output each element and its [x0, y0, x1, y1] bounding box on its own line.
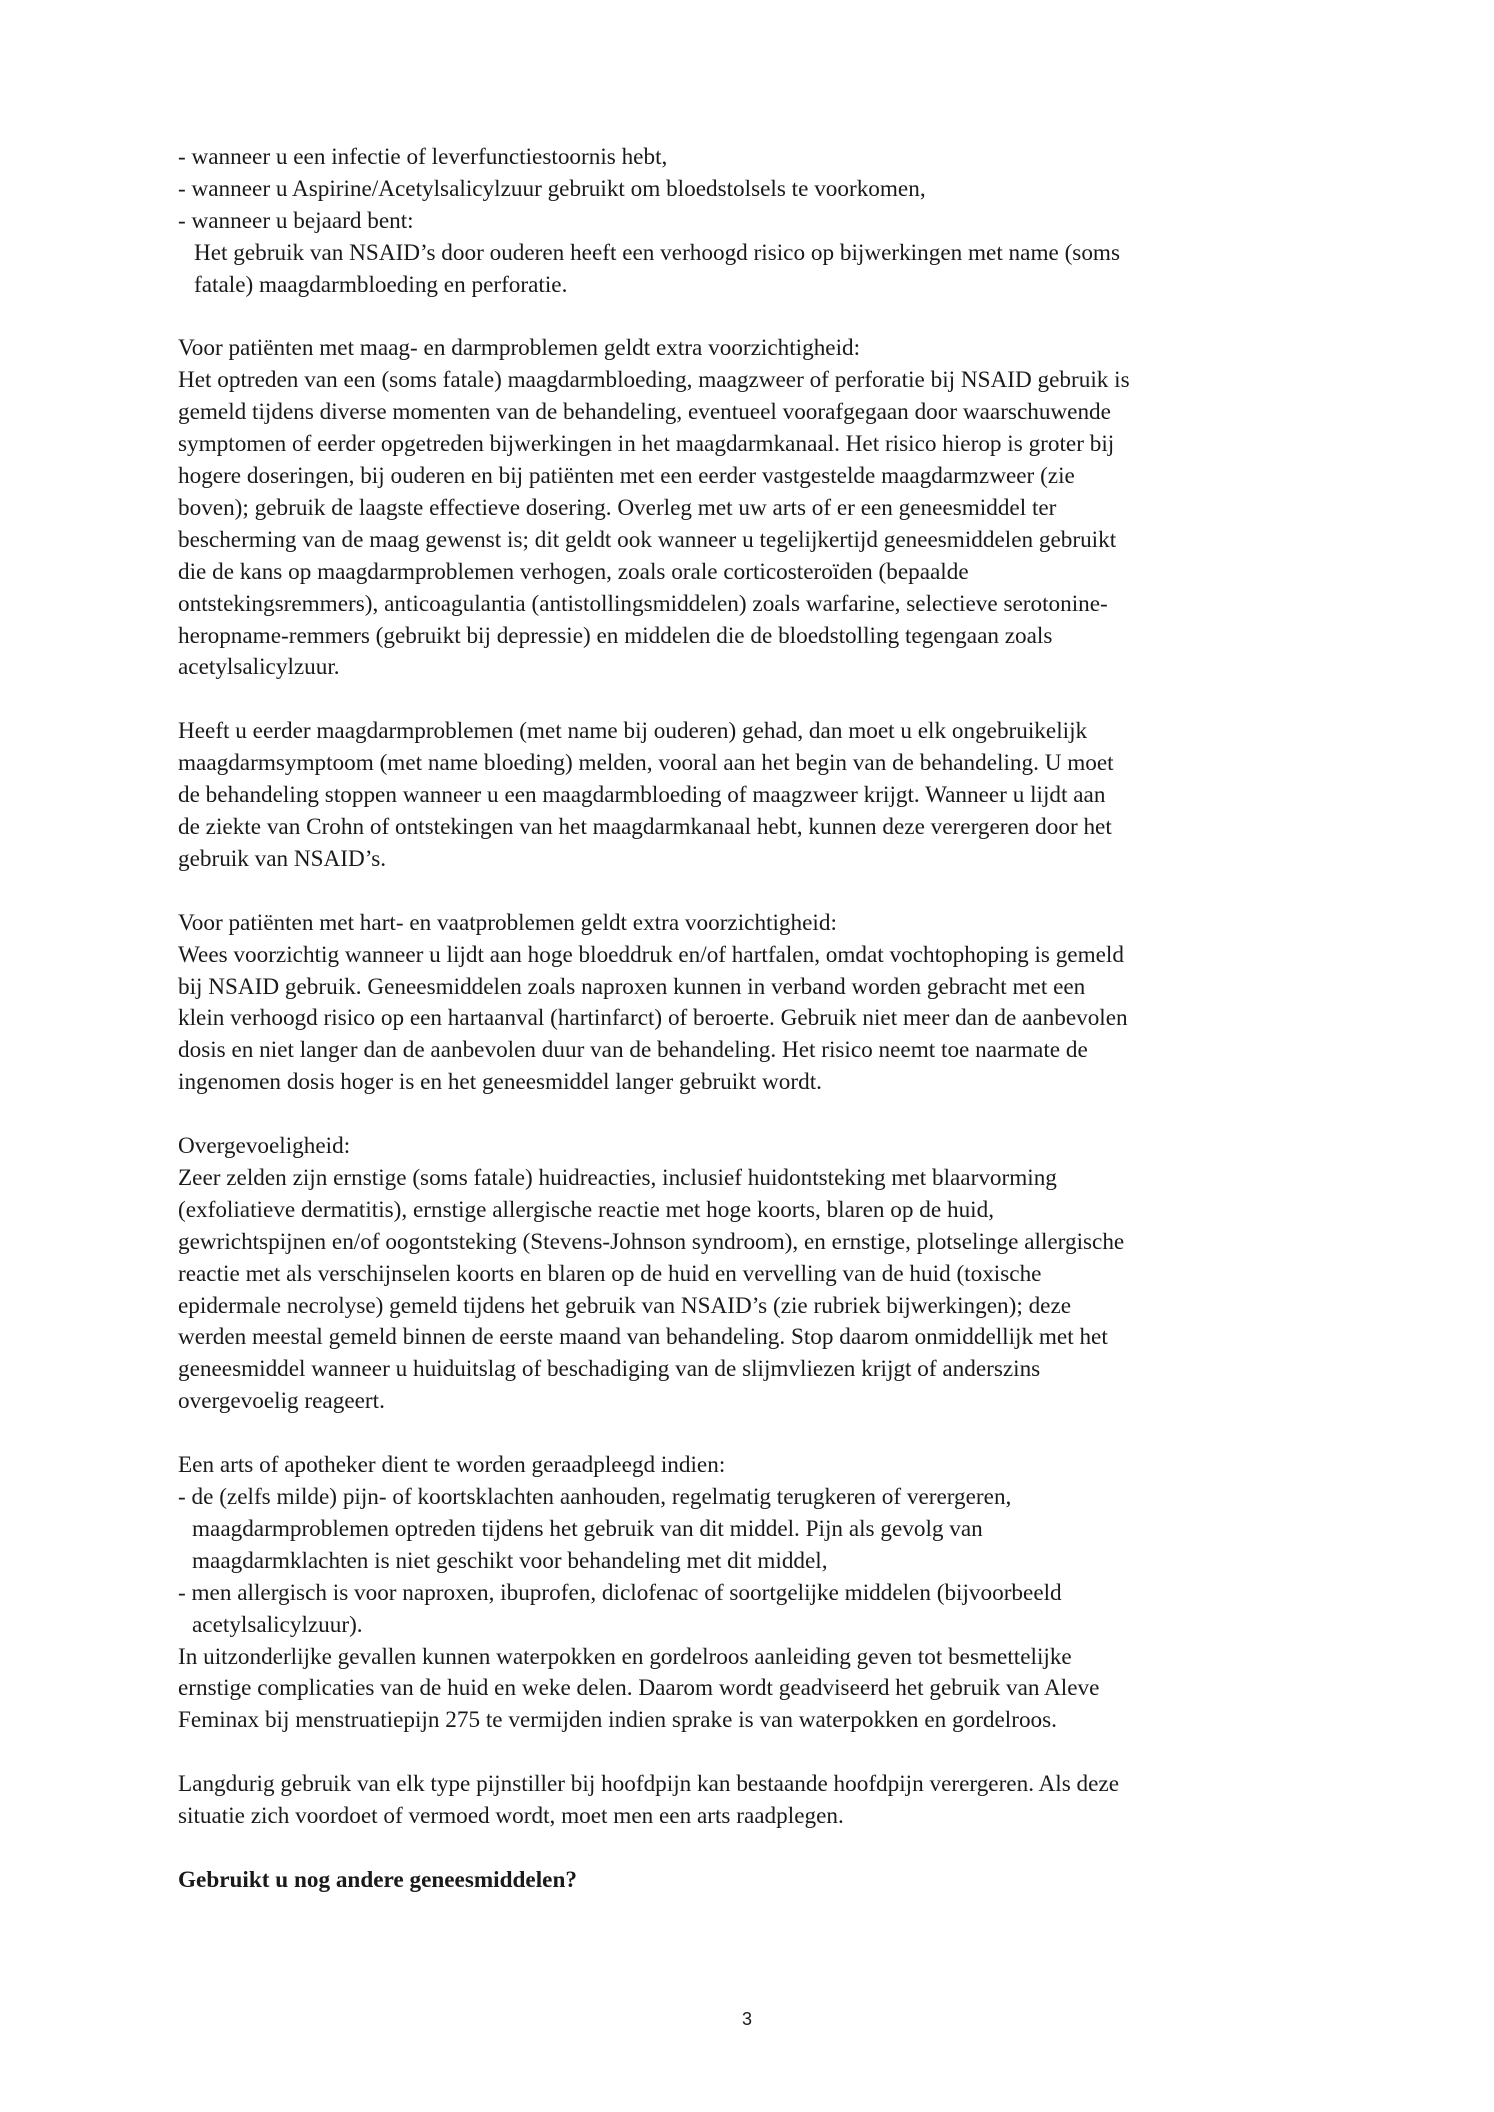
paragraph-line: bij NSAID gebruik. Geneesmiddelen zoals naproxen kunnen in verband worden gebracht met een [178, 973, 1086, 1000]
paragraph-line: In uitzonderlijke gevallen kunnen waterpokken en gordelroos aanleiding geven tot besmettelijke [178, 1643, 1072, 1670]
paragraph-line: situatie zich voordoet of vermoed wordt, moet men een arts raadplegen. [178, 1803, 844, 1830]
section-heading: Voor patiënten met hart- en vaatproblemen geldt extra voorzichtigheid: [178, 909, 837, 936]
paragraph-line: ingenomen dosis hoger is en het geneesmiddel langer gebruikt wordt. [178, 1069, 822, 1096]
list-item: - wanneer u een infectie of leverfunctiestoornis hebt, [178, 144, 668, 170]
list-item: - wanneer u bejaard bent: [178, 207, 414, 234]
paragraph-line: klein verhoogd risico op een hartaanval (hartinfarct) of beroerte. Gebruik niet meer dan de aanbevolen [178, 1005, 1128, 1032]
paragraph-line: boven); gebruik de laagste effectieve dosering. Overleg met uw arts of er een geneesmiddel ter [178, 494, 1057, 521]
paragraph-line: Langdurig gebruik van elk type pijnstiller bij hoofdpijn kan bestaande hoofdpijn verergeren. Als deze [178, 1771, 1119, 1798]
list-item-continuation: maagdarmklachten is niet geschikt voor behandeling met dit middel, [192, 1547, 828, 1574]
consult-section [178, 1450, 1338, 1737]
paragraph-line: gewrichtspijnen en/of oogontsteking (Stevens-Johnson syndroom), en ernstige, plotselinge allergische [178, 1228, 1125, 1255]
paragraph-line: (exfoliatieve dermatitis), ernstige allergische reactie met hoge koorts, blaren op de huid, [178, 1196, 994, 1223]
paragraph-line: acetylsalicylzuur. [178, 654, 340, 681]
paragraph-line: overgevoelig reageert. [178, 1388, 385, 1415]
paragraph-line: ernstige complicaties van de huid en weke delen. Daarom wordt geadviseerd het gebruik van Aleve [178, 1675, 1100, 1702]
list-item-continuation: acetylsalicylzuur). [192, 1611, 363, 1638]
paragraph-line: gebruik van NSAID’s. [178, 845, 387, 872]
paragraph-line: geneesmiddel wanneer u huiduitslag of beschadiging van de slijmvliezen krijgt of anderszins [178, 1356, 1041, 1383]
list-item: - men allergisch is voor naproxen, ibuprofen, diclofenac of soortgelijke middelen (bijvoorbeeld [178, 1579, 1062, 1606]
paragraph-line: ontstekingsremmers), anticoagulantia (antistollingsmiddelen) zoals warfarine, selectieve serotonine- [178, 590, 1108, 617]
list-item: - de (zelfs milde) pijn- of koortsklachten aanhouden, regelmatig terugkeren of verergeren, [178, 1483, 1012, 1510]
paragraph-line: heropname-remmers (gebruikt bij depressie) en middelen die de bloedstolling tegengaan zoals [178, 622, 1053, 649]
paragraph-line: Wees voorzichtig wanneer u lijdt aan hoge bloeddruk en/of hartfalen, omdat vochtophoping is gemeld [178, 941, 1124, 968]
gi-section [178, 333, 1338, 684]
paragraph-line: Heeft u eerder maagdarmproblemen (met name bij ouderen) gehad, dan moet u elk ongebruikelijk [178, 718, 1088, 745]
intro-list [178, 142, 1338, 302]
paragraph-line: symptomen of eerder opgetreden bijwerkingen in het maagdarmkanaal. Het risico hierop is groter bij [178, 431, 1115, 458]
paragraph-line: reactie met als verschijnselen koorts en blaren op de huid en vervelling van de huid (toxische [178, 1260, 1042, 1287]
paragraph-line: maagdarmsymptoom (met name bloeding) melden, vooral aan het begin van de behandeling. U moet [178, 750, 1114, 777]
paragraph-line: dosis en niet langer dan de aanbevolen duur van de behandeling. Het risico neemt toe naarmate de [178, 1037, 1088, 1064]
paragraph-line: bescherming van de maag gewenst is; dit geldt ook wanneer u tegelijkertijd geneesmiddelen gebruikt [178, 526, 1117, 553]
page-number: 3 [741, 2009, 752, 2029]
cardio-section [178, 908, 1338, 1099]
paragraph-line: Zeer zelden zijn ernstige (soms fatale) huidreacties, inclusief huidontsteking met blaarvorming [178, 1164, 1057, 1191]
document-page [178, 142, 1338, 1897]
paragraph-line: hogere doseringen, bij ouderen en bij patiënten met een eerder vastgestelde maagdarmzweer (zie [178, 463, 1075, 490]
section-heading: Voor patiënten met maag- en darmproblemen geldt extra voorzichtigheid: [178, 335, 861, 362]
section-title: Gebruikt u nog andere geneesmiddelen? [178, 1866, 577, 1893]
paragraph-line: de ziekte van Crohn of ontstekingen van het maagdarmkanaal hebt, kunnen deze verergeren door het [178, 814, 1112, 840]
hypersensitivity-section [178, 1131, 1338, 1418]
paragraph-line: Feminax bij menstruatiepijn 275 te vermijden indien sprake is van waterpokken en gordelroos. [178, 1707, 1057, 1734]
paragraph-line: epidermale necrolyse) gemeld tijdens het gebruik van NSAID’s (zie rubriek bijwerkingen); deze [178, 1292, 1072, 1319]
paragraph-line: de behandeling stoppen wanneer u een maagdarmbloeding of maagzweer krijgt. Wanneer u lijdt aan [178, 782, 1106, 809]
gi-history-paragraph [178, 716, 1338, 876]
next-section [178, 1865, 1338, 1897]
paragraph-line: Het optreden van een (soms fatale) maagdarmbloeding, maagzweer of perforatie bij NSAID gebruik is [178, 367, 1130, 394]
paragraph-line: werden meestal gemeld binnen de eerste maand van behandeling. Stop daarom onmiddellijk met het [178, 1324, 1108, 1351]
paragraph-line: die de kans op maagdarmproblemen verhogen, zoals orale corticosteroïden (bepaalde [178, 558, 969, 585]
list-item-continuation: Het gebruik van NSAID’s door ouderen heeft een verhoogd risico op bijwerkingen met name (soms [194, 239, 1120, 266]
list-item-continuation: fatale) maagdarmbloeding en perforatie. [194, 271, 568, 298]
list-item: - wanneer u Aspirine/Acetylsalicylzuur gebruikt om bloedstolsels te voorkomen, [178, 175, 926, 202]
paragraph-line: gemeld tijdens diverse momenten van de behandeling, eventueel voorafgegaan door waarschuwende [178, 399, 1111, 426]
headache-paragraph [178, 1769, 1338, 1833]
list-item-continuation: maagdarmproblemen optreden tijdens het gebruik van dit middel. Pijn als gevolg van [192, 1515, 983, 1542]
section-heading: Overgevoeligheid: [178, 1133, 351, 1160]
section-heading: Een arts of apotheker dient te worden geraadpleegd indien: [178, 1452, 726, 1479]
